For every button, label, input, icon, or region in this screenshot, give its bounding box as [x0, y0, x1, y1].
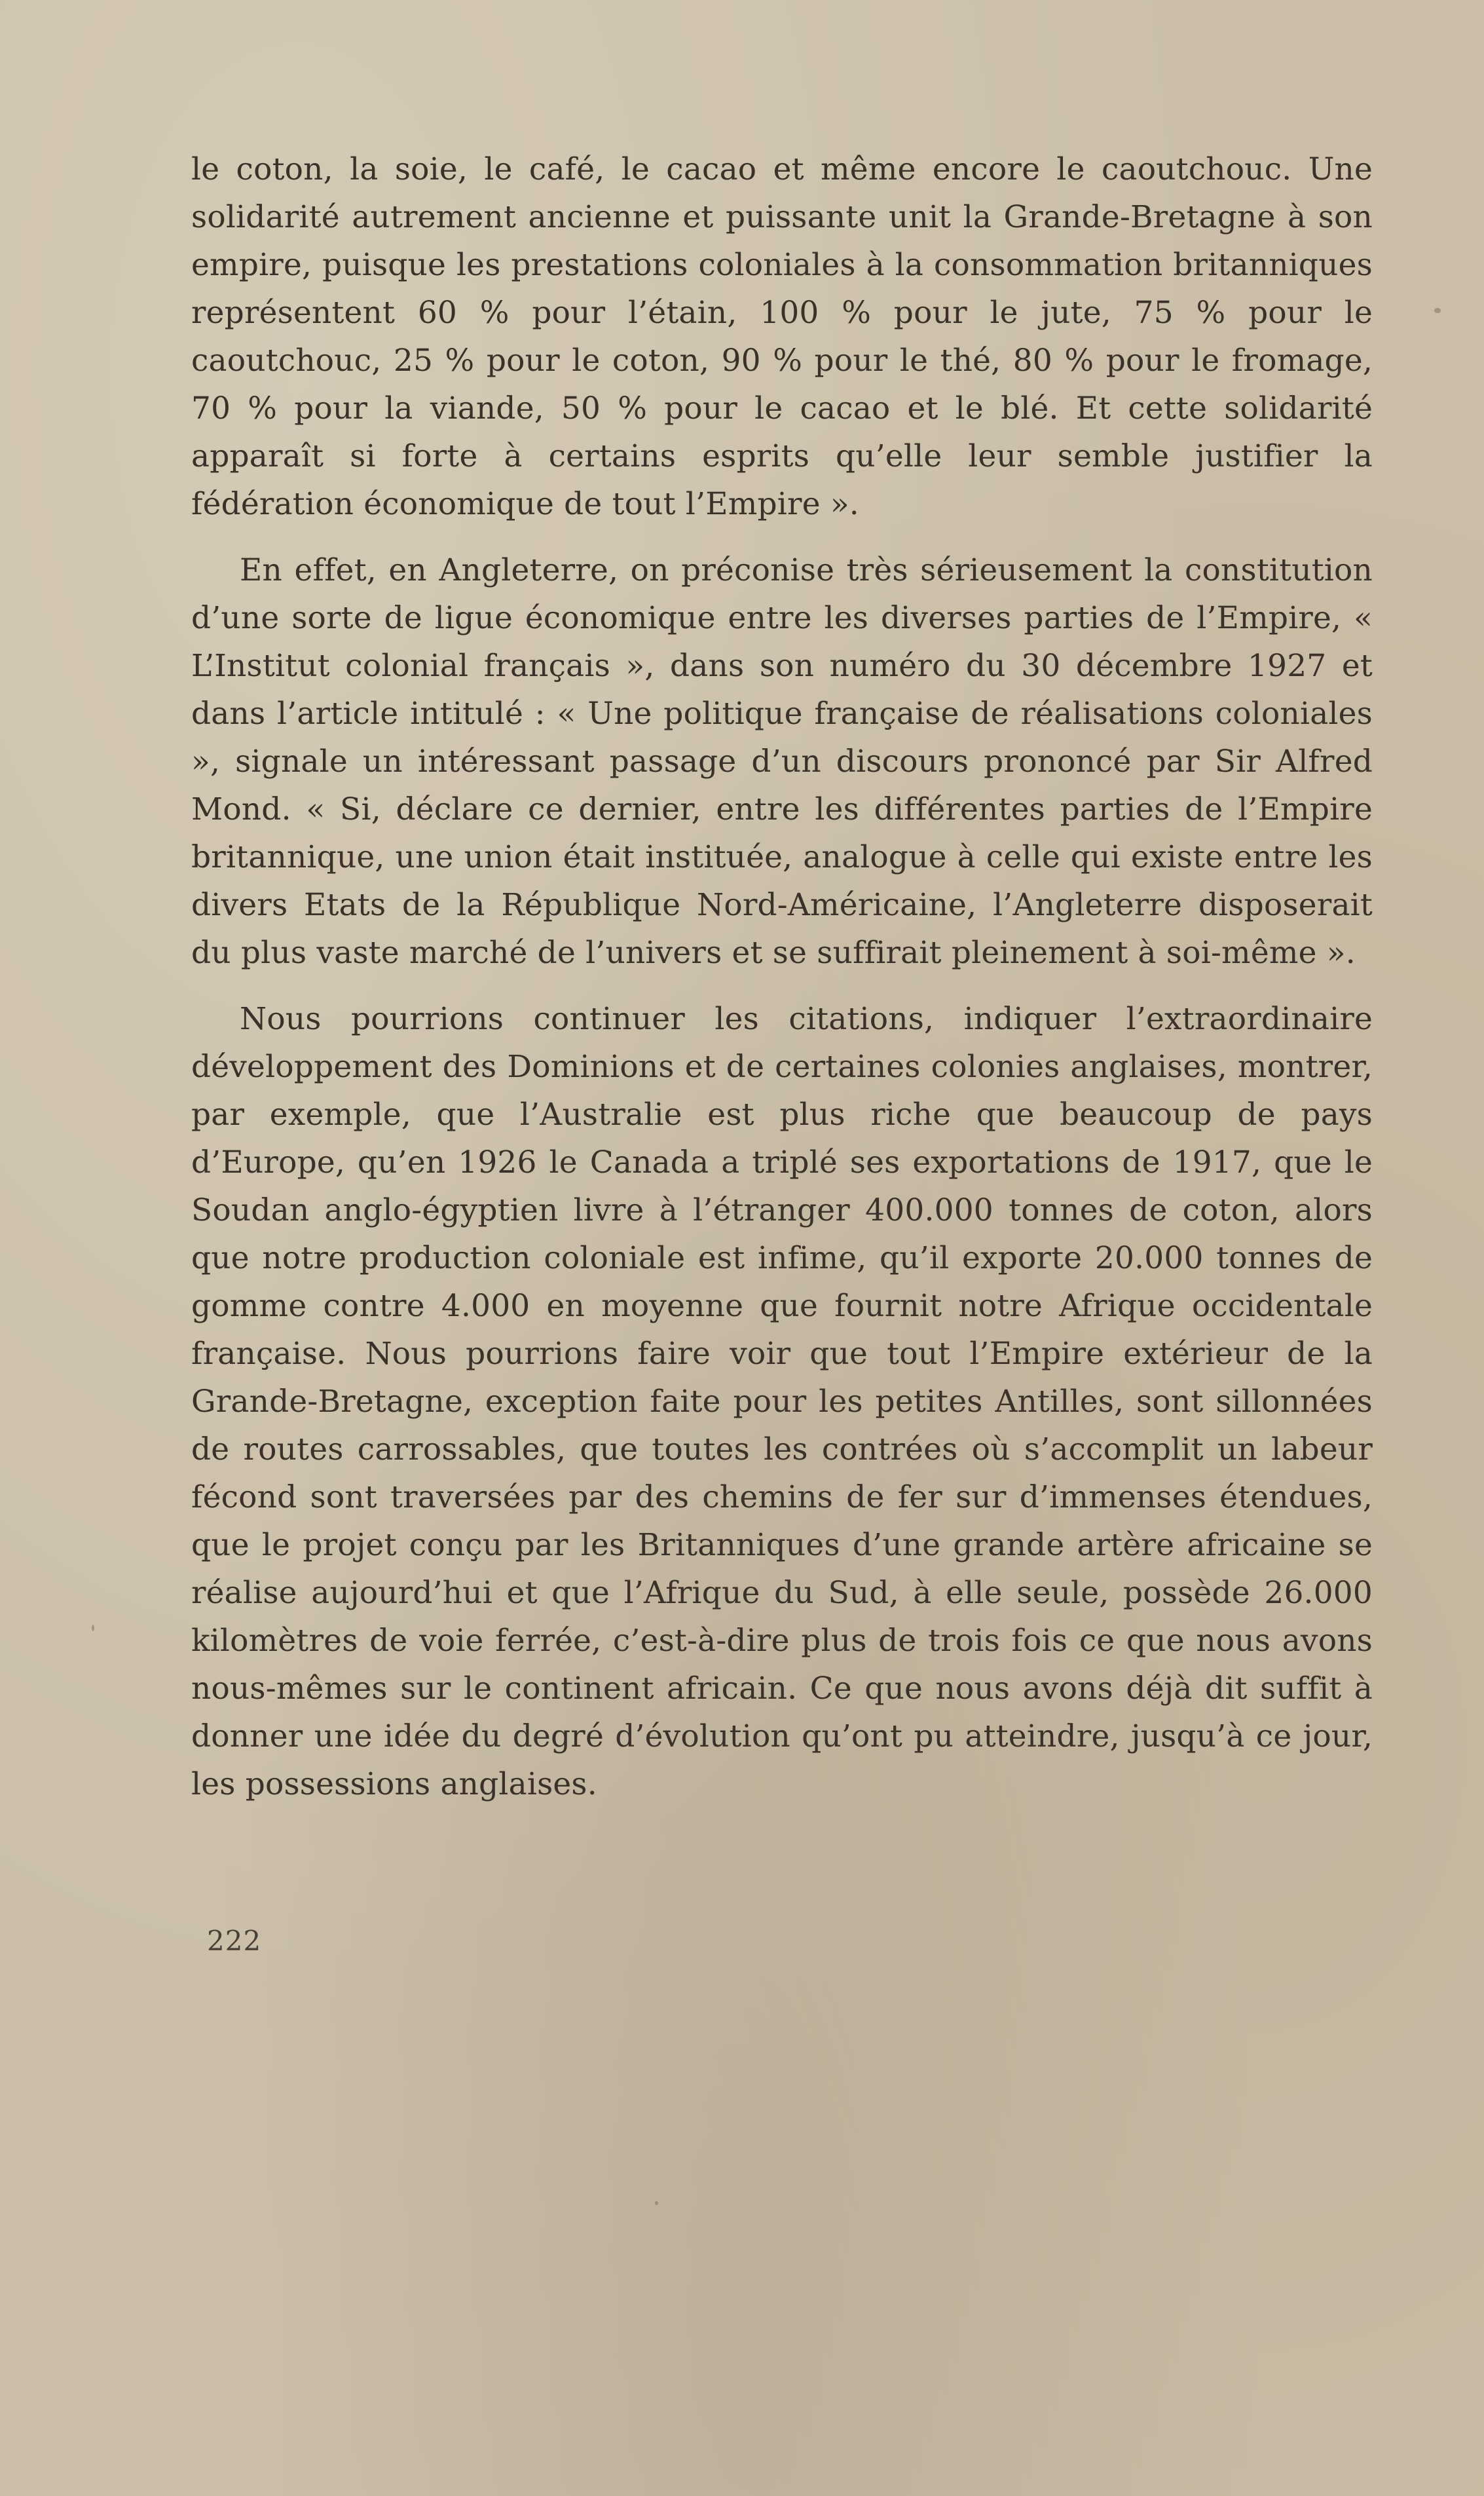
paper-speck: [1434, 308, 1441, 313]
paper-speck: [655, 2201, 658, 2205]
paragraph-angleterre: En effet, en Angleterre, on préconise très sérieusement la constitution d’une sorte de ligue économique entre les diverses parties de l’Empire, « L’Institut colonial français », dans son numéro du 30 décembre 1927 et dans l’article intitulé : « Une politique française de réalisations coloniales », signale un intéressant passage d’un discours prononcé par Sir Alfred Mond. « Si, déclare ce dernier, entre les différentes parties de l’Empire britannique, une union était instituée, analogue à celle qui existe entre les divers Etats de la République Nord-Américaine, l’Angleterre disposerait du plus vaste marché de l’univers et se suffirait pleinement à soi-même ».: [191, 552, 1373, 971]
page-number: 222: [207, 1925, 262, 1957]
paragraph-continuation: le coton, la soie, le café, le cacao et même encore le caoutchouc. Une solidarité autrement ancienne et puissante unit la Grande-Bretagne à son empire, puisque les prestations coloniales à la consommation britanniques représentent 60 % pour l’étain, 100 % pour le jute, 75 % pour le caoutchouc, 25 % pour le coton, 90 % pour le thé, 80 % pour le fromage, 70 % pour la viande, 50 % pour le cacao et le blé. Et cette solidarité apparaît si forte à certains esprits qu’elle leur semble justifier la fédération économique de tout l’Empire ».: [191, 151, 1373, 522]
paragraph-citations: Nous pourrions continuer les citations, indiquer l’extraordinaire développement des Dominions et de certaines colonies anglaises, montrer, par exemple, que l’Australie est plus riche que beaucoup de pays d’Europe, qu’en 1926 le Canada a triplé ses exportations de 1917, que le Soudan anglo-égyptien livre à l’étranger 400.000 tonnes de coton, alors que notre production coloniale est infime, qu’il exporte 20.000 tonnes de gomme contre 4.000 en moyenne que fournit notre Afrique occidentale française. Nous pourrions faire voir que tout l’Empire extérieur de la Grande-Bretagne, exception faite pour les petites Antilles, sont sillonnées de routes carrossables, que toutes les contrées où s’accomplit un labeur fécond sont traversées par des chemins de fer sur d’immenses étendues, que le projet conçu par les Britanniques d’une grande artère africaine se réalise aujourd’hui et que l’Afrique du Sud, à elle seule, possède 26.000 kilomètres de voie ferrée, c’est-à-dire plus de trois fois ce que nous avons nous-mêmes sur le continent africain. Ce que nous avons déjà dit suffit à donner une idée du degré d’évolution qu’ont pu atteindre, jusqu’à ce jour, les possessions anglaises.: [191, 1001, 1373, 1802]
paper-speck: [92, 1625, 94, 1631]
body-text: [191, 145, 1373, 1808]
